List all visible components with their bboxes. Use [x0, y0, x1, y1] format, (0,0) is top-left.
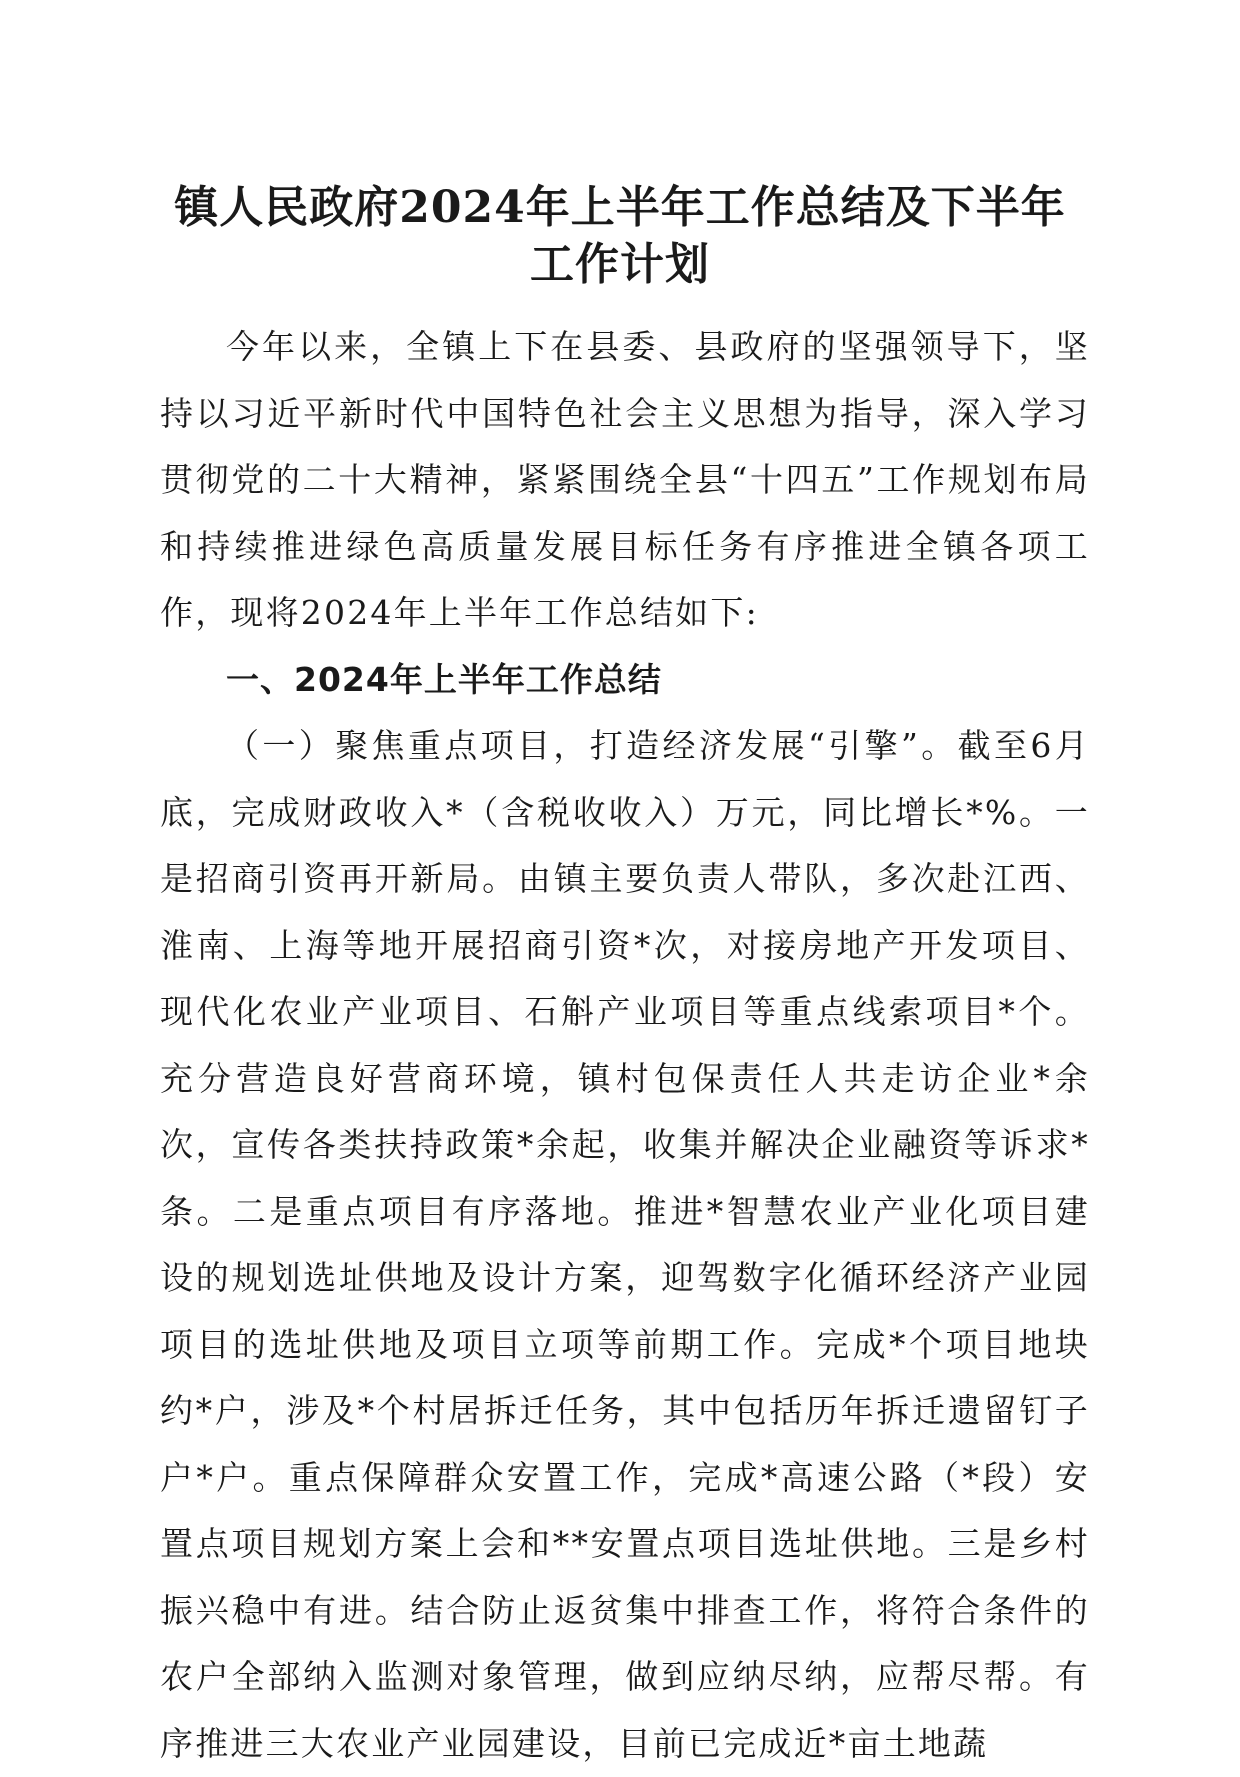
section-1-paragraph-1: （一）聚焦重点项目，打造经济发展“引擎”。截至6月底，完成财政收入*（含税收收入）万元，同比增长*%。一是招商引资再开新局。由镇主要负责人带队，多次赴江西、淮南、上海等地开展招商引资*次，对接房地产开发项目、现代化农业产业项目、石斛产业项目等重点线索项目*个。充分营造良好营商环境，镇村包保责任人共走访企业*余次，宣传各类扶持政策*余起，收集并解决企业融资等诉求*条。二是重点项目有序落地。推进*智慧农业产业化项目建设的规划选址供地及设计方案，迎驾数字化循环经济产业园项目的选址供地及项目立项等前期工作。完成*个项目地块约*户，涉及*个村居拆迁任务，其中包括历年拆迁遗留钉子户*户。重点保障群众安置工作，完成*高速公路（*段）安置点项目规划方案上会和**安置点项目选址供地。三是乡村振兴稳中有进。结合防止返贫集中排查工作，将符合条件的农户全部纳入监测对象管理，做到应纳尽纳，应帮尽帮。有序推进三大农业产业园建设，目前已完成近*亩土地蔬 [160, 726, 1090, 1763]
intro-paragraph: 今年以来，全镇上下在县委、县政府的坚强领导下，坚持以习近平新时代中国特色社会主义思想为指导，深入学习贯彻党的二十大精神，紧紧围绕全县“十四五”工作规划布局和持续推进绿色高质量发展目标任务有序推进全镇各项工作，现将2024年上半年工作总结如下: [160, 327, 1090, 632]
section-heading-1: 一、2024年上半年工作总结 [226, 659, 662, 699]
document-title-line-2: 工作计划 [530, 239, 710, 290]
document-body [160, 314, 1090, 1777]
document-title-line-1: 镇人民政府2024年上半年工作总结及下半年 [174, 182, 1066, 233]
